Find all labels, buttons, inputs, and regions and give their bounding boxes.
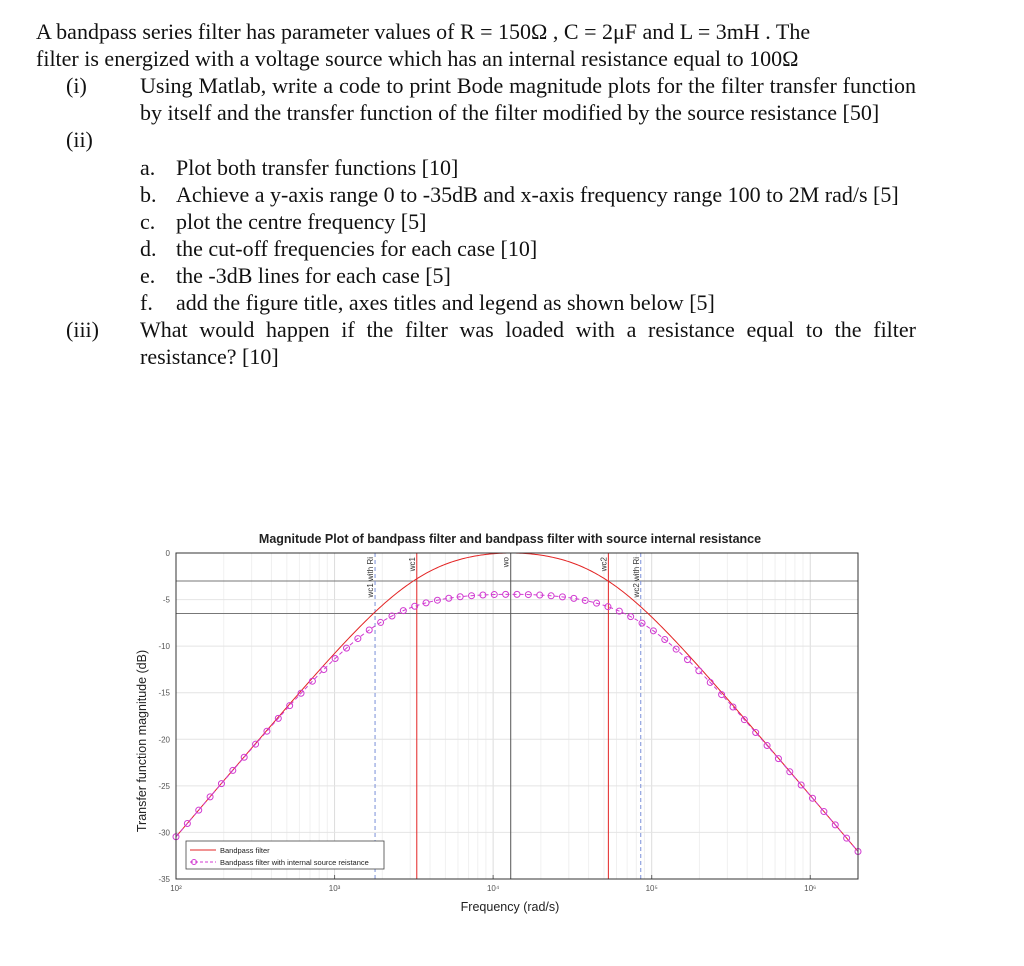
part-3 [36,316,916,370]
chart-title: Magnitude Plot of bandpass filter and bandpass filter with source internal resistance [258,532,762,546]
part-1 [36,72,916,126]
y-tick-label: -30 [158,828,170,838]
bode-chart [120,525,880,925]
item-letter: f. [140,290,153,315]
part-3-label: (iii) [66,317,99,342]
item-text: the -3dB lines for each case [5] [176,263,451,288]
item-letter: a. [140,155,156,180]
y-tick-label: 0 [165,549,170,558]
x-tick-label: 10⁵ [645,884,658,893]
marker-line-label: wc2 with Ri [631,557,641,598]
intro-line-1: A bandpass series filter has parameter values of R = 150Ω , C = 2μF and L = 3mH . The [36,19,811,44]
item-letter: b. [140,182,157,207]
plot-background [176,553,858,879]
part-3-text: What would happen if the filter was loaded with a resistance equal to the filter resistance? [10] [140,317,916,369]
part-1-text: Using Matlab, write a code to print Bode magnitude plots for the filter transfer function by itself and the transfer function of the filter modified by the source resistance [50] [140,73,916,125]
part-2-item [36,154,916,181]
bode-figure [120,525,880,925]
item-letter: c. [140,209,156,234]
part-2-item [36,181,916,208]
y-axis-label: Transfer function magnitude (dB) [135,649,149,833]
part-2 [36,126,916,153]
x-tick-label: 10⁶ [804,884,817,893]
question-intro [36,18,916,72]
item-letter: d. [140,236,157,261]
x-tick-label: 10³ [328,884,341,893]
legend-label-source: Bandpass filter with internal source reistance [220,858,369,867]
intro-line-2: filter is energized with a voltage source which has an internal resistance equal to 100Ω [36,46,799,71]
x-tick-label: 10² [170,884,182,893]
y-tick-label: -5 [162,595,170,605]
item-text: Achieve a y-axis range 0 to -35dB and x-axis frequency range 100 to 2M rad/s [5] [176,182,899,207]
marker-line-label: wo [501,557,511,568]
y-tick-label: -15 [158,688,170,698]
question-text [36,18,916,370]
item-text: add the figure title, axes titles and legend as shown below [5] [176,290,715,315]
item-text: the cut-off frequencies for each case [10] [176,236,538,261]
part-2-item [36,235,916,262]
marker-line-label: wc1 with Ri [366,557,376,598]
y-tick-label: -35 [158,875,170,884]
legend [186,841,384,869]
x-axis-label: Frequency (rad/s) [460,900,560,914]
part-2-item [36,208,916,235]
item-text: Plot both transfer functions [10] [176,155,459,180]
y-tick-label: -20 [158,735,170,745]
part-2-label: (ii) [66,127,93,152]
part-2-item [36,262,916,289]
x-tick-label: 10⁴ [486,884,500,893]
part-2-item [36,289,916,316]
y-tick-label: -25 [158,781,170,791]
legend-label-filter: Bandpass filter [220,846,270,855]
part-1-label: (i) [66,73,87,98]
y-tick-label: -10 [158,642,170,652]
marker-line-label: wc1 [407,557,417,572]
item-text: plot the centre frequency [5] [176,209,427,234]
marker-line-label: wc2 [599,557,609,572]
item-letter: e. [140,263,156,288]
